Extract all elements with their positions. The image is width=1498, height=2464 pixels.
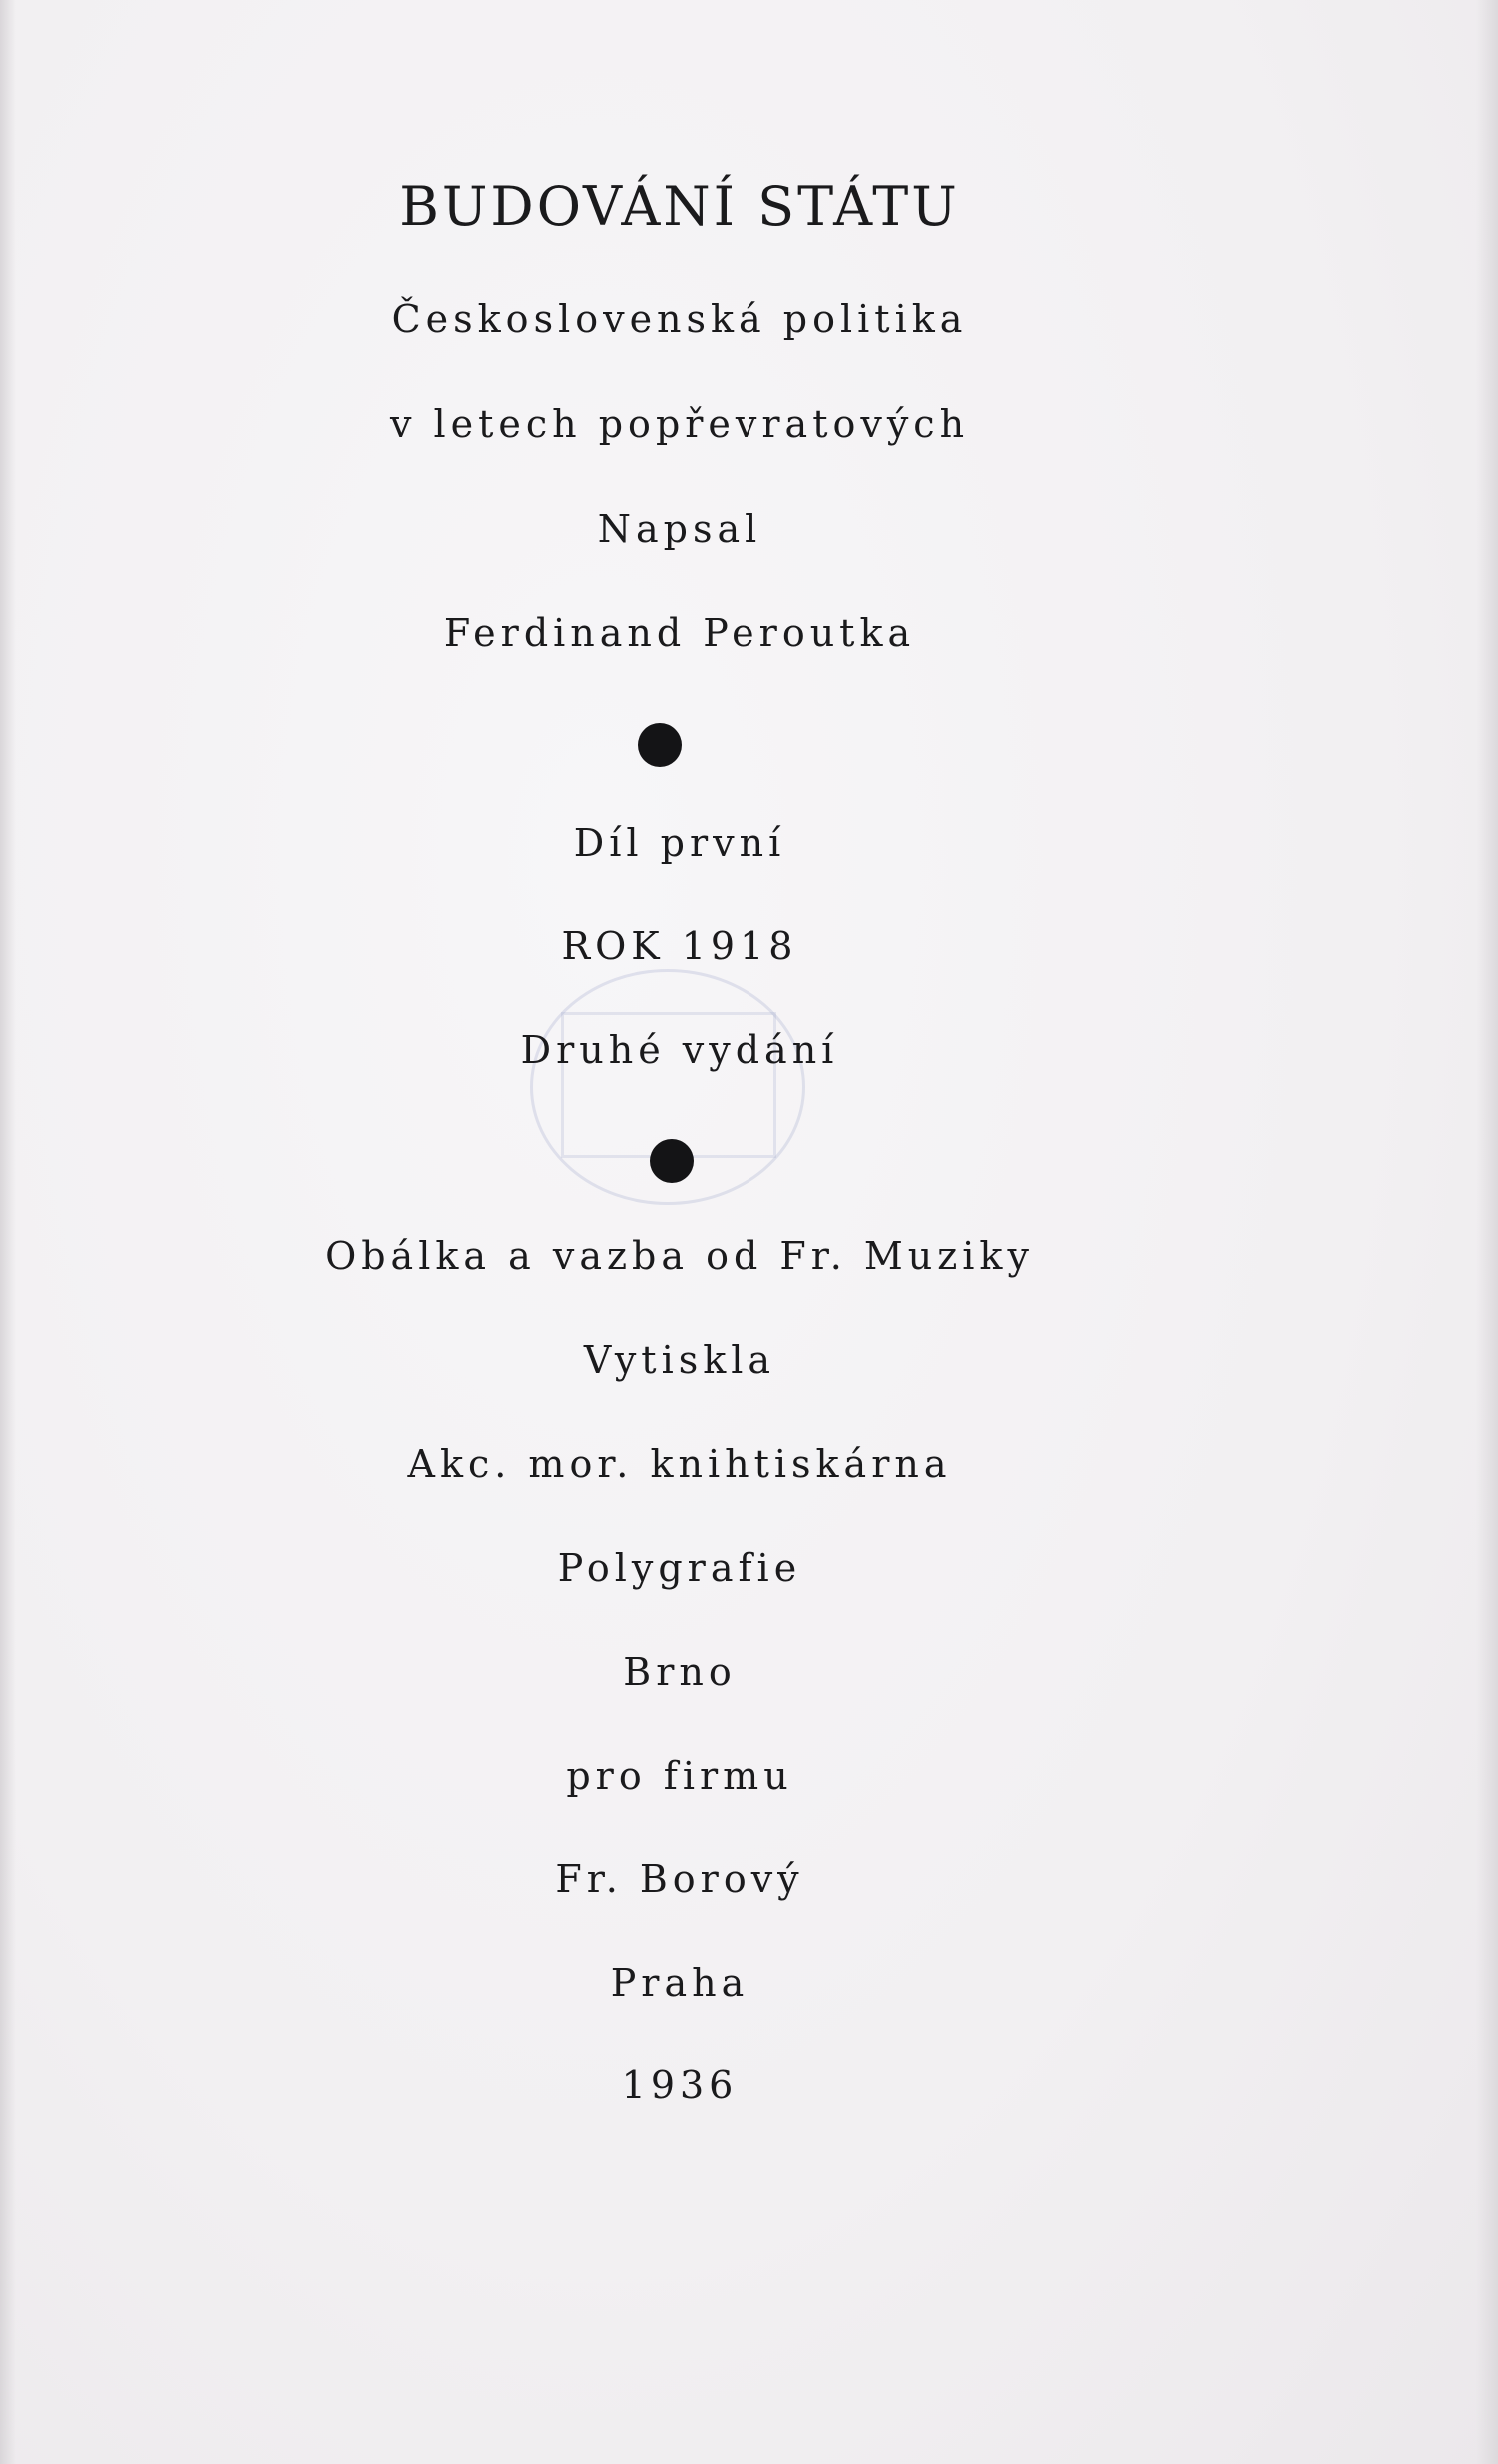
- volume-title: ROK 1918: [561, 924, 798, 968]
- cover-credit: Obálka a vazba od Fr. Muziky: [325, 1234, 1034, 1278]
- subtitle-line-1: Československá politika: [391, 297, 968, 341]
- edition: Druhé vydání: [520, 1028, 839, 1072]
- printer-polygrafie: Polygrafie: [557, 1546, 802, 1590]
- page-edge-right: [1476, 0, 1498, 2464]
- for-firm: pro firmu: [566, 1754, 793, 1798]
- publisher: Fr. Borový: [555, 1857, 804, 1901]
- volume-number: Díl první: [573, 821, 786, 865]
- publication-year: 1936: [621, 2063, 739, 2107]
- printed-by: Vytiskla: [583, 1338, 776, 1382]
- book-title: BUDOVÁNÍ STÁTU: [399, 175, 960, 238]
- author-name: Ferdinand Peroutka: [443, 612, 916, 655]
- bullet-ornament-2: [650, 1139, 694, 1183]
- printer-city: Brno: [623, 1650, 737, 1694]
- publication-city: Praha: [610, 1961, 749, 2005]
- author-intro: Napsal: [597, 507, 762, 551]
- printer-name: Akc. mor. knihtiskárna: [407, 1442, 952, 1486]
- bullet-ornament-1: [638, 723, 682, 767]
- subtitle-line-2: v letech popřevratových: [389, 402, 970, 446]
